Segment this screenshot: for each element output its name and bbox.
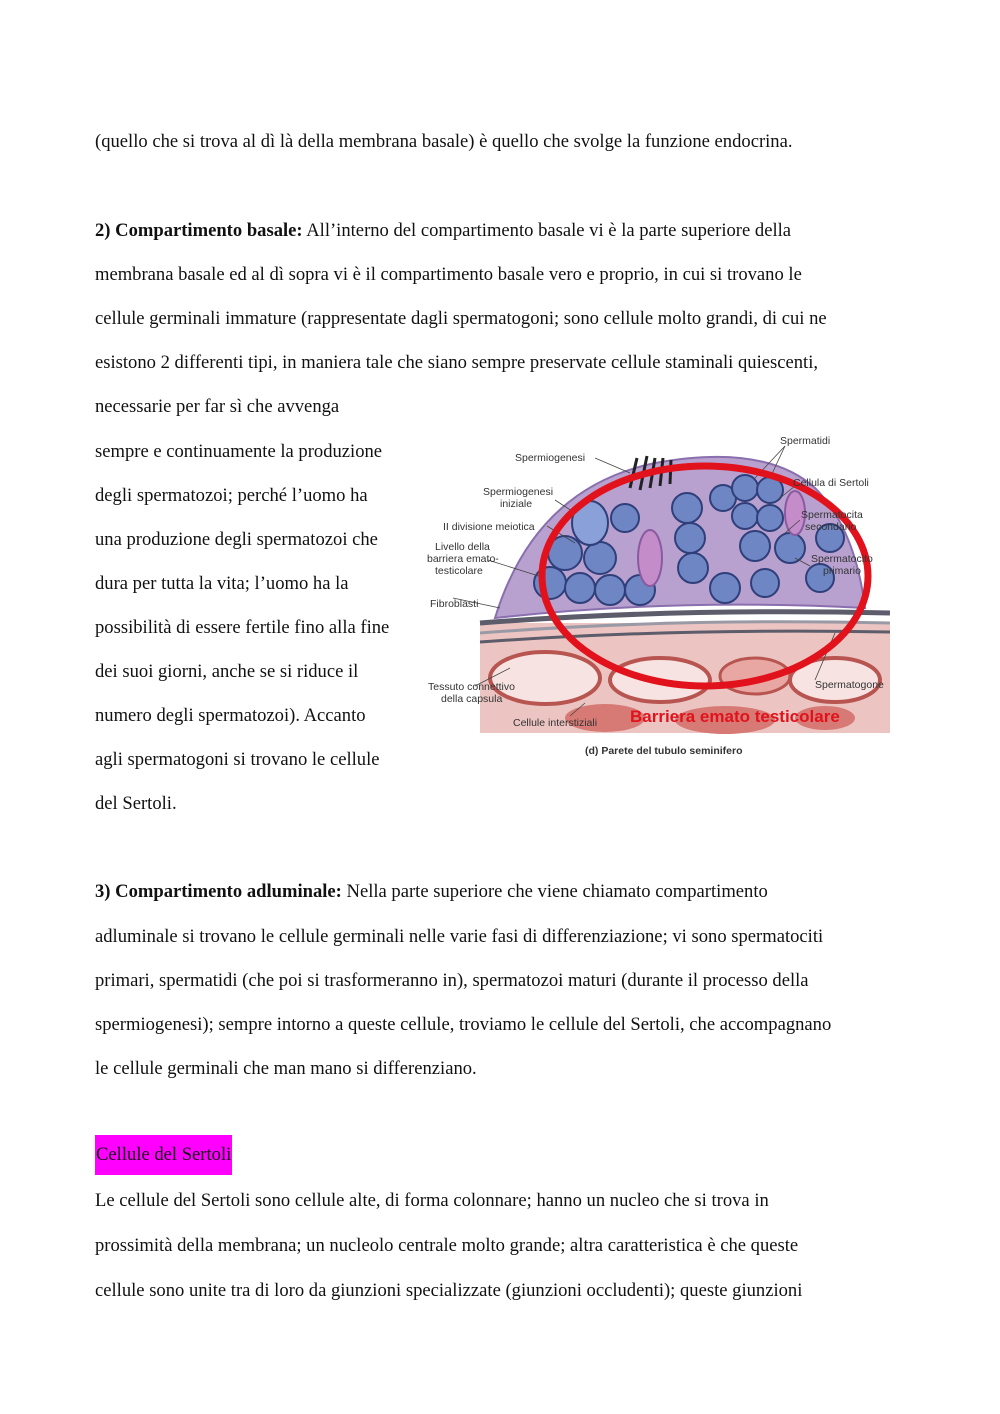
wrapped-line: possibilità di essere fertile fino alla fine bbox=[95, 617, 390, 638]
sertoli-line2: prossimità della membrana; un nucleolo centrale molto grande; altra caratteristica è che queste bbox=[95, 1235, 799, 1256]
section3-line5: le cellule germinali che man mano si differenziano. bbox=[95, 1058, 477, 1079]
section3-heading: 3) Compartimento adluminale: bbox=[95, 881, 342, 902]
section2-heading: 2) Compartimento basale: bbox=[95, 220, 303, 241]
tubule-diagram bbox=[425, 418, 890, 763]
label-spermatocito-prim-2: primario bbox=[823, 565, 861, 577]
section2-line4: esistono 2 differenti tipi, in maniera tale che siano sempre preservate cellule staminali quiescenti, bbox=[95, 352, 819, 373]
wrapped-line: dei suoi giorni, anche se si riduce il bbox=[95, 661, 359, 682]
sertoli-heading: Cellule del Sertoli bbox=[95, 1135, 232, 1175]
label-livello-barriera: Livello della bbox=[435, 541, 490, 553]
section2-line5: necessarie per far sì che avvenga bbox=[95, 396, 340, 417]
section2-line1-text: All’interno del compartimento basale vi è la parte superiore della bbox=[302, 220, 792, 241]
wrapped-line: del Sertoli. bbox=[95, 793, 177, 814]
label-tessuto-connettivo: Tessuto connettivo bbox=[428, 681, 515, 693]
label-tessuto-connettivo-2: della capsula bbox=[441, 693, 503, 705]
section3-line2: adluminale si trovano le cellule germinali nelle varie fasi di differenziazione; vi sono spermatociti bbox=[95, 926, 824, 947]
label-spermatocita-sec-2: secondario bbox=[805, 521, 857, 533]
section2-line3: cellule germinali immature (rappresentate dagli spermatogoni; sono cellule molto grandi, di cui ne bbox=[95, 308, 827, 329]
section2-line2: membrana basale ed al dì sopra vi è il compartimento basale vero e proprio, in cui si trovano le bbox=[95, 264, 802, 285]
sertoli-line3: cellule sono unite tra di loro da giunzioni specializzate (giunzioni occludenti); queste giunzioni bbox=[95, 1280, 803, 1301]
label-spermatogone: Spermatogone bbox=[815, 679, 884, 691]
label-spermiogenesi-iniziale: Spermiogenesi bbox=[483, 486, 554, 498]
wrapped-line: una produzione degli spermatozoi che bbox=[95, 529, 378, 550]
section3-line4: spermiogenesi); sempre intorno a queste cellule, troviamo le cellule del Sertoli, che accompagnano bbox=[95, 1014, 832, 1035]
wrapped-line: degli spermatozoi; perché l’uomo ha bbox=[95, 485, 368, 506]
section2-line1 bbox=[95, 219, 791, 243]
sertoli-line1: Le cellule del Sertoli sono cellule alte, di forma colonnare; hanno un nucleo che si trova in bbox=[95, 1190, 769, 1211]
wrapped-line: sempre e continuamente la produzione bbox=[95, 441, 383, 462]
paragraph-top: (quello che si trova al dì là della membrana basale) è quello che svolge la funzione endocrina. bbox=[95, 131, 793, 152]
section3-line1-text: Nella parte superiore che viene chiamato compartimento bbox=[341, 881, 768, 902]
label-spermatocita-sec: Spermatocita bbox=[801, 509, 863, 521]
wrapped-line: numero degli spermatozoi). Accanto bbox=[95, 705, 366, 726]
label-fibroblasti: Fibroblasti bbox=[430, 598, 479, 610]
seminiferous-tubule-figure bbox=[425, 418, 890, 763]
figure-caption: (d) Parete del tubulo seminifero bbox=[585, 745, 743, 757]
label-cellule-interstiziali: Cellule interstiziali bbox=[513, 717, 598, 729]
label-livello-barriera-2: barriera emato- bbox=[427, 553, 499, 565]
label-spermatocito-prim: Spermatocito bbox=[811, 553, 873, 565]
figure-title: Barriera emato testicolare bbox=[630, 707, 840, 726]
wrapped-line: dura per tutta la vita; l’uomo ha la bbox=[95, 573, 349, 594]
label-cellula-sertoli: Cellula di Sertoli bbox=[793, 477, 869, 489]
label-spermiogenesi-iniziale-2: iniziale bbox=[500, 498, 533, 510]
label-spermatidi: Spermatidi bbox=[780, 435, 831, 447]
label-livello-barriera-3: testicolare bbox=[435, 565, 483, 577]
wrapped-line: agli spermatogoni si trovano le cellule bbox=[95, 749, 380, 770]
section3-line3: primari, spermatidi (che poi si trasformeranno in), spermatozoi maturi (durante il processo della bbox=[95, 970, 809, 991]
label-spermiogenesi: Spermiogenesi bbox=[515, 452, 586, 464]
section3-line1 bbox=[95, 880, 768, 904]
label-ii-divisione: II divisione meiotica bbox=[443, 521, 535, 533]
